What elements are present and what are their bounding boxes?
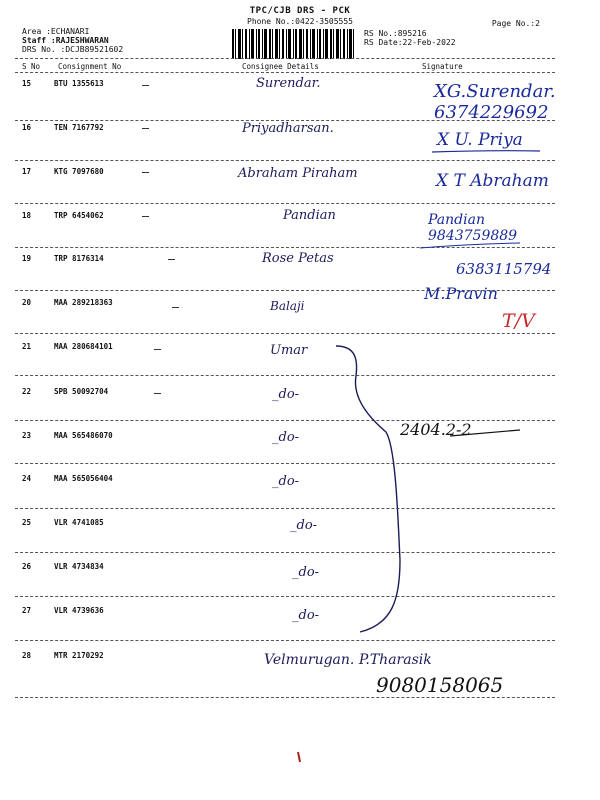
row-sno: 25 <box>22 518 32 527</box>
signature: T/V <box>502 310 535 332</box>
row-consignment: MAA 565056404 <box>54 474 113 483</box>
row-consignment: MTR 2170292 <box>54 651 104 660</box>
row-consignment: TEN 7167792 <box>54 123 104 132</box>
row-consignment: TRP 6454062 <box>54 211 104 220</box>
consignee-name: Pandian <box>283 208 336 223</box>
consignee-name: Umar <box>270 343 308 358</box>
row-sno: 22 <box>22 387 32 396</box>
signature-underline <box>420 243 520 248</box>
signature: 6383115794 <box>456 260 552 278</box>
consignee-name: _do- <box>272 430 300 445</box>
consignee-name: _do- <box>272 387 300 402</box>
signature-strike <box>450 430 520 436</box>
consignee-name: Abraham Piraham <box>238 166 358 181</box>
drs-number: DRS No. :DCJB89521602 <box>22 45 124 54</box>
signature: 2404.2-2 <box>400 420 472 439</box>
area-label: Area :ECHANARI <box>22 27 90 36</box>
consignee-name: Velmurugan. P.Tharasik <box>264 652 432 668</box>
consignee-name: Surendar. <box>256 76 321 91</box>
row-sno: 28 <box>22 651 32 660</box>
page-number: Page No.:2 <box>491 19 540 28</box>
row-sno: 26 <box>22 562 32 571</box>
signature: XG.Surendar. 6374229692 <box>434 81 556 123</box>
signature: X T Abraham <box>436 171 549 191</box>
staff-label: Staff :RAJESHWARAN <box>22 36 109 45</box>
rs-date: RS Date:22-Feb-2022 <box>364 38 456 47</box>
consignee-name: Balaji <box>270 299 305 313</box>
signature: 9080158065 <box>376 673 504 697</box>
col-consignment: Consignment No <box>58 62 122 71</box>
row-sno: 17 <box>22 167 32 176</box>
row-consignment: MAA 280684101 <box>54 342 113 351</box>
signature-underline <box>432 151 540 152</box>
row-consignment: VLR 4734834 <box>54 562 104 571</box>
row-sno: 24 <box>22 474 32 483</box>
row-consignment: VLR 4739636 <box>54 606 104 615</box>
row-consignment: SPB 50092704 <box>54 387 109 396</box>
row-consignment: TRP 8176314 <box>54 254 104 263</box>
row-sno: 19 <box>22 254 32 263</box>
signature: X U. Priya <box>437 130 523 150</box>
grouping-bracket <box>336 346 400 632</box>
row-consignment: MAA 289218363 <box>54 298 113 307</box>
row-consignment: KTG 7097680 <box>54 167 104 176</box>
row-sno: 23 <box>22 431 32 440</box>
consignee-name: _do- <box>292 565 320 580</box>
row-consignment: VLR 4741085 <box>54 518 104 527</box>
row-sno: 15 <box>22 79 32 88</box>
row-sno: 18 <box>22 211 32 220</box>
col-consignee: Consignee Details <box>242 62 319 71</box>
row-consignment: MAA 565486070 <box>54 431 113 440</box>
row-sno: 20 <box>22 298 32 307</box>
stray-mark <box>298 752 300 762</box>
col-sno: S No <box>22 62 41 71</box>
col-signature: Signature <box>422 62 463 71</box>
rs-number: RS No.:895216 <box>364 29 427 38</box>
consignee-name: Priyadharsan. <box>242 121 334 136</box>
row-sno: 21 <box>22 342 32 351</box>
row-sno: 27 <box>22 606 32 615</box>
row-sno: 16 <box>22 123 32 132</box>
phone-number: Phone No.:0422-3505555 <box>247 17 353 26</box>
document-title: TPC/CJB DRS - PCK <box>249 6 351 16</box>
signature: M.Pravin <box>424 284 498 303</box>
consignee-name: _do- <box>290 518 318 533</box>
consignee-name: _do- <box>272 474 300 489</box>
consignee-name: _do- <box>292 608 320 623</box>
consignee-name: Rose Petas <box>262 251 334 266</box>
signature: Pandian 9843759889 <box>428 212 518 244</box>
row-consignment: BTU 1355613 <box>54 79 104 88</box>
